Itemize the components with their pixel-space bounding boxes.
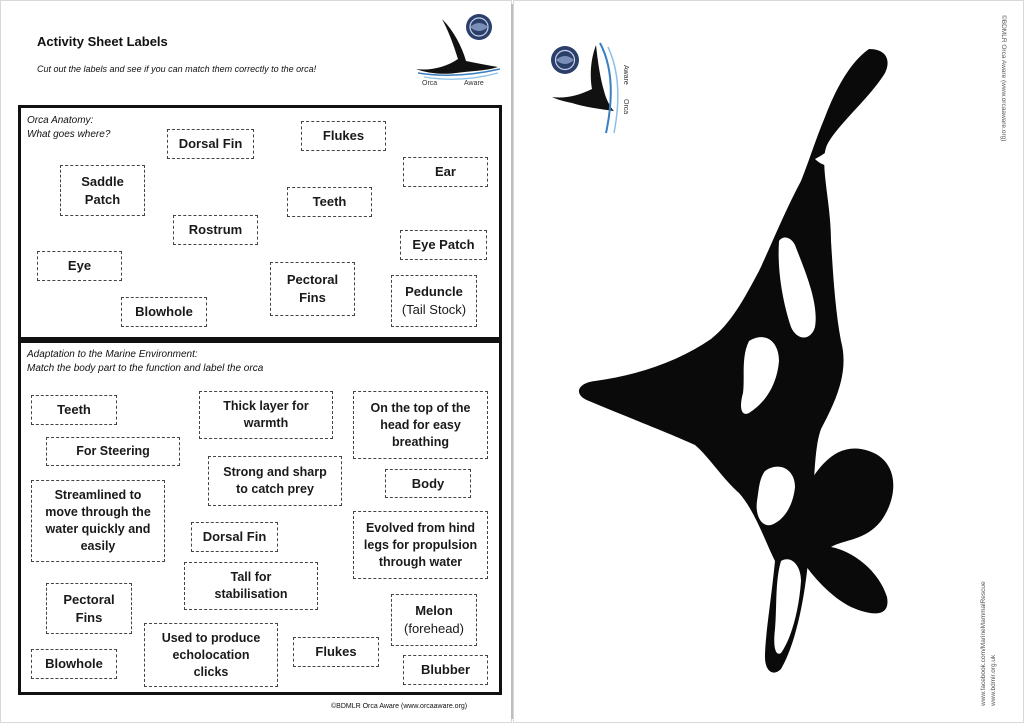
anatomy-heading: Orca Anatomy: [27,115,94,126]
label-flukes-2[interactable]: Flukes [293,637,379,667]
label-for-steering[interactable]: For Steering [46,437,180,466]
label-eye[interactable]: Eye [37,251,122,281]
side-credit-top: ©BDMLR Orca Aware (www.orcaaware.org) [1000,15,1007,142]
orca-aware-logo [406,9,506,87]
label-teeth[interactable]: Teeth [287,187,372,217]
label-blowhole-2[interactable]: Blowhole [31,649,117,679]
label-ear[interactable]: Ear [403,157,488,187]
logo-word-aware: Aware [464,80,484,87]
label-peduncle[interactable]: Peduncle (Tail Stock) [391,275,477,327]
label-saddle-patch[interactable]: Saddle Patch [60,165,145,216]
logo-small-word-orca: Orca [622,99,629,115]
footer-credit: ©BDMLR Orca Aware (www.orcaaware.org) [331,703,468,710]
adaptation-heading: Adaptation to the Marine Environment: [27,349,198,360]
label-tall-stabilisation[interactable]: Tall for stabilisation [184,562,318,610]
label-dorsal-fin[interactable]: Dorsal Fin [167,129,254,159]
sheet-title: Activity Sheet Labels [37,34,168,49]
adaptation-subheading: Match the body part to the function and label the orca [27,363,264,374]
label-blowhole[interactable]: Blowhole [121,297,207,327]
label-melon[interactable]: Melon (forehead) [391,594,477,646]
label-teeth-2[interactable]: Teeth [31,395,117,425]
side-credit-bottom-1: www.facebook.com/MarineMammalRescue [980,581,987,706]
label-streamlined[interactable]: Streamlined to move through the water quickly and easily [31,480,165,562]
side-credit-bottom-2: www.bdmlr.org.uk [990,654,997,706]
logo-word-orca: Orca [422,80,438,87]
label-body[interactable]: Body [385,469,471,498]
label-echolocation[interactable]: Used to produce echolocation clicks [144,623,278,687]
label-strong-sharp[interactable]: Strong and sharp to catch prey [208,456,342,506]
label-eye-patch[interactable]: Eye Patch [400,230,487,260]
label-dorsal-fin-2[interactable]: Dorsal Fin [191,522,278,552]
right-page [513,0,1024,723]
label-top-of-head[interactable]: On the top of the head for easy breathing [353,391,488,459]
label-flukes[interactable]: Flukes [301,121,386,151]
label-evolved[interactable]: Evolved from hind legs for propulsion through water [353,511,488,579]
anatomy-subheading: What goes where? [27,129,111,140]
label-blubber[interactable]: Blubber [403,655,488,685]
label-pectoral-fins[interactable]: Pectoral Fins [270,262,355,316]
orca-illustration [569,41,929,681]
label-pectoral-fins-2[interactable]: Pectoral Fins [46,583,132,634]
logo-small-word-aware: Aware [622,65,629,85]
sheet-subtitle: Cut out the labels and see if you can match them correctly to the orca! [37,64,317,74]
label-thick-layer[interactable]: Thick layer for warmth [199,391,333,439]
label-rostrum[interactable]: Rostrum [173,215,258,245]
